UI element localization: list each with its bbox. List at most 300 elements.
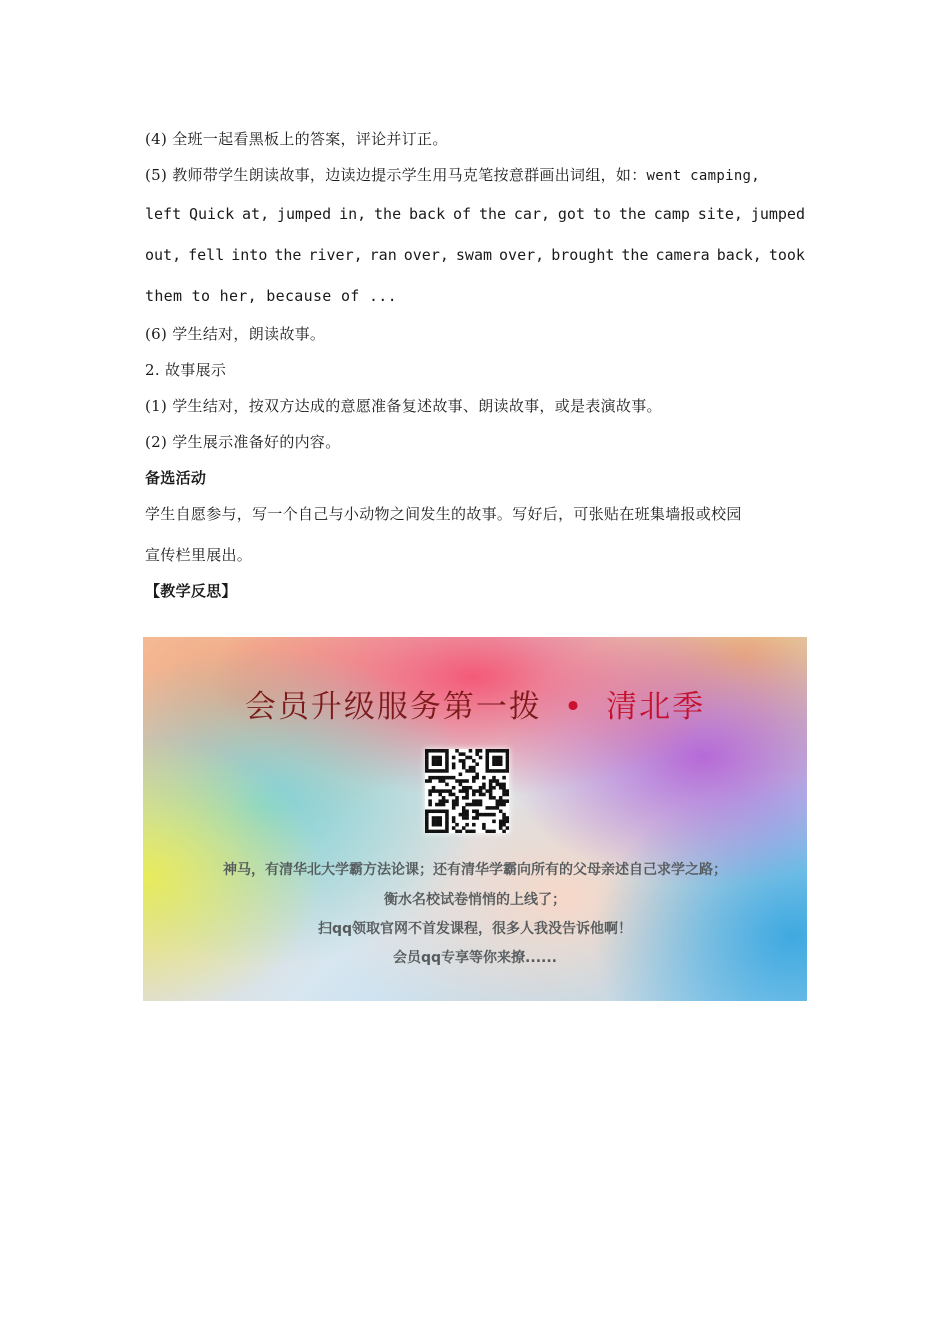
qr-module bbox=[445, 813, 449, 817]
qr-module bbox=[472, 799, 476, 803]
qr-module bbox=[475, 803, 479, 807]
qr-module bbox=[452, 799, 456, 803]
qr-module bbox=[492, 830, 496, 833]
banner-line-2: 衡水名校试卷悄悄的上线了； bbox=[384, 892, 566, 908]
qr-module bbox=[502, 820, 506, 824]
qr-module bbox=[449, 789, 453, 793]
qr-module bbox=[506, 820, 509, 824]
qr-module bbox=[472, 769, 476, 773]
qr-module bbox=[479, 799, 483, 803]
qr-module bbox=[482, 793, 486, 797]
qr-module bbox=[499, 796, 503, 800]
qr-module bbox=[475, 799, 479, 803]
qr-module bbox=[465, 786, 469, 790]
phrase-word: brought bbox=[551, 246, 615, 264]
qr-module bbox=[492, 786, 496, 790]
step-5-intro bbox=[145, 164, 760, 185]
qr-module bbox=[442, 789, 446, 793]
qr-module bbox=[492, 749, 496, 753]
optional-activity-line-2: 宣传栏里展出。 bbox=[145, 546, 253, 564]
qr-module bbox=[475, 749, 479, 753]
qr-module bbox=[492, 820, 496, 824]
qr-module bbox=[472, 789, 476, 793]
phrase-word: in, bbox=[339, 205, 367, 223]
qr-module bbox=[506, 793, 509, 797]
qr-module bbox=[459, 813, 463, 817]
qr-module bbox=[499, 783, 503, 787]
qr-module bbox=[452, 806, 456, 810]
qr-module bbox=[452, 776, 456, 780]
qr-module bbox=[506, 789, 509, 793]
qr-module bbox=[445, 769, 449, 773]
qr-module bbox=[502, 776, 506, 780]
qr-module bbox=[465, 809, 469, 813]
qr-module bbox=[465, 793, 469, 797]
qr-module bbox=[462, 752, 466, 756]
qr-module bbox=[452, 762, 456, 766]
qr-module bbox=[462, 762, 466, 766]
qr-module bbox=[455, 823, 459, 827]
teaching-reflection-heading: 【教学反思】 bbox=[145, 582, 237, 600]
banner-title-right: 清北季 bbox=[606, 689, 706, 725]
qr-module bbox=[425, 830, 429, 833]
qr-module bbox=[452, 766, 456, 770]
qr-module bbox=[432, 759, 436, 763]
qr-module bbox=[465, 789, 469, 793]
qr-module bbox=[492, 779, 496, 783]
qr-module bbox=[438, 762, 442, 766]
qr-module bbox=[442, 779, 446, 783]
section-2-heading: 2. 故事展示 bbox=[145, 361, 227, 379]
qr-module bbox=[428, 809, 432, 813]
qr-module bbox=[479, 793, 483, 797]
phrase-word: jumped bbox=[750, 205, 805, 223]
qr-module bbox=[475, 809, 479, 813]
qr-module bbox=[425, 766, 429, 770]
banner-title-dot: • bbox=[563, 689, 585, 725]
qr-module bbox=[445, 766, 449, 770]
qr-code-graphic bbox=[425, 749, 509, 833]
qr-module bbox=[435, 830, 439, 833]
qr-module bbox=[465, 756, 469, 760]
qr-module bbox=[455, 830, 459, 833]
phrase-word: swam bbox=[455, 246, 493, 264]
qr-module bbox=[432, 830, 436, 833]
qr-module bbox=[452, 756, 456, 760]
qr-module bbox=[428, 749, 432, 753]
sub-step-2-text: (2) 学生展示准备好的内容。 bbox=[145, 433, 341, 451]
qr-module bbox=[438, 749, 442, 753]
qr-module bbox=[492, 776, 496, 780]
qr-module bbox=[462, 789, 466, 793]
qr-module bbox=[462, 816, 466, 820]
qr-module bbox=[449, 793, 453, 797]
qr-module bbox=[502, 793, 506, 797]
qr-module bbox=[472, 816, 476, 820]
qr-module bbox=[432, 820, 436, 824]
qr-module bbox=[465, 796, 469, 800]
qr-module bbox=[465, 779, 469, 783]
qr-module bbox=[506, 766, 509, 770]
qr-module bbox=[506, 769, 509, 773]
qr-module bbox=[482, 776, 486, 780]
qr-module bbox=[425, 759, 429, 763]
qr-module bbox=[496, 759, 500, 763]
qr-module bbox=[459, 752, 463, 756]
qr-module bbox=[492, 756, 496, 760]
qr-module bbox=[462, 759, 466, 763]
qr-module bbox=[502, 749, 506, 753]
qr-module bbox=[462, 786, 466, 790]
phrase-word: got bbox=[557, 205, 585, 223]
qr-module bbox=[499, 826, 503, 830]
qr-module bbox=[442, 776, 446, 780]
qr-module bbox=[435, 816, 439, 820]
qr-module bbox=[432, 762, 436, 766]
qr-module bbox=[445, 826, 449, 830]
qr-module bbox=[485, 749, 489, 753]
qr-module bbox=[438, 820, 442, 824]
qr-module bbox=[455, 799, 459, 803]
phrase-word: site, bbox=[697, 205, 743, 223]
qr-module bbox=[502, 823, 506, 827]
qr-module bbox=[465, 803, 469, 807]
qr-module bbox=[438, 756, 442, 760]
qr-module bbox=[459, 783, 463, 787]
qr-module bbox=[462, 809, 466, 813]
qr-module bbox=[506, 756, 509, 760]
qr-module bbox=[459, 779, 463, 783]
qr-module bbox=[492, 762, 496, 766]
qr-module bbox=[452, 786, 456, 790]
qr-module bbox=[485, 752, 489, 756]
qr-module bbox=[432, 776, 436, 780]
qr-module bbox=[472, 830, 476, 833]
qr-module bbox=[479, 789, 483, 793]
qr-module bbox=[479, 756, 483, 760]
qr-module bbox=[489, 830, 493, 833]
phrase-word: at, bbox=[242, 205, 270, 223]
phrase-word: camp bbox=[653, 205, 690, 223]
banner-line-1: 神马，有清华北大学霸方法论课；还有清华学霸向所有的父母亲述自己求学之路； bbox=[223, 862, 727, 878]
qr-module bbox=[428, 779, 432, 783]
qr-module bbox=[502, 786, 506, 790]
qr-module bbox=[479, 786, 483, 790]
qr-module bbox=[445, 830, 449, 833]
phrase-word: to bbox=[592, 205, 611, 223]
phrase-word: the bbox=[618, 205, 646, 223]
qr-module bbox=[475, 762, 479, 766]
qr-module bbox=[489, 793, 493, 797]
qr-module bbox=[506, 759, 509, 763]
qr-module bbox=[455, 749, 459, 753]
qr-module bbox=[482, 783, 486, 787]
phrase-word: into bbox=[231, 246, 268, 264]
step-5-first-phrase: went camping, bbox=[646, 168, 761, 184]
qr-module bbox=[502, 799, 506, 803]
qr-module bbox=[499, 809, 503, 813]
qr-module bbox=[489, 783, 493, 787]
qr-module bbox=[485, 759, 489, 763]
qr-module bbox=[459, 789, 463, 793]
qr-module bbox=[502, 816, 506, 820]
phrase-word: jumped bbox=[277, 205, 332, 223]
qr-module bbox=[506, 752, 509, 756]
qr-module bbox=[435, 823, 439, 827]
phrase-word: fell bbox=[188, 246, 225, 264]
qr-module bbox=[485, 789, 489, 793]
qr-module bbox=[489, 749, 493, 753]
qr-module bbox=[435, 809, 439, 813]
qr-module bbox=[438, 789, 442, 793]
qr-module bbox=[425, 826, 429, 830]
qr-module bbox=[492, 796, 496, 800]
banner-line-4: 会员qq专享等你来撩...... bbox=[393, 950, 557, 966]
step-5-intro-text: (5) 教师带学生朗读故事，边读边提示学生用马克笔按意群画出词组，如： bbox=[145, 166, 647, 184]
qr-module bbox=[438, 799, 442, 803]
qr-module bbox=[496, 769, 500, 773]
qr-module bbox=[489, 806, 493, 810]
qr-module bbox=[455, 796, 459, 800]
qr-module bbox=[472, 779, 476, 783]
qr-module bbox=[489, 786, 493, 790]
phrase-word: Quick bbox=[189, 205, 235, 223]
qr-module bbox=[452, 803, 456, 807]
qr-module bbox=[492, 759, 496, 763]
qr-module bbox=[496, 783, 500, 787]
phrase-word: over, bbox=[499, 246, 545, 264]
phrase-word: took bbox=[768, 246, 805, 264]
qr-module bbox=[475, 789, 479, 793]
qr-module bbox=[506, 762, 509, 766]
qr-module bbox=[502, 803, 506, 807]
qr-module bbox=[489, 769, 493, 773]
step-4-text: (4) 全班一起看黑板上的答案，评论并订正。 bbox=[145, 130, 448, 148]
qr-module bbox=[469, 756, 473, 760]
phrase-word: back, bbox=[716, 246, 762, 264]
qr-module bbox=[442, 799, 446, 803]
qr-module bbox=[469, 766, 473, 770]
qr-module bbox=[435, 762, 439, 766]
qr-module bbox=[445, 756, 449, 760]
qr-module bbox=[479, 813, 483, 817]
qr-module bbox=[435, 759, 439, 763]
membership-promo-banner[interactable] bbox=[143, 637, 807, 1001]
qr-module bbox=[496, 799, 500, 803]
qr-module bbox=[445, 759, 449, 763]
qr-module bbox=[479, 749, 483, 753]
qr-module bbox=[506, 826, 509, 830]
qr-module bbox=[462, 766, 466, 770]
qr-module bbox=[438, 769, 442, 773]
qr-module bbox=[425, 756, 429, 760]
qr-module bbox=[442, 809, 446, 813]
qr-module bbox=[465, 823, 469, 827]
qr-module bbox=[445, 783, 449, 787]
qr-module bbox=[462, 813, 466, 817]
qr-module bbox=[485, 769, 489, 773]
qr-module bbox=[469, 830, 473, 833]
qr-module bbox=[459, 830, 463, 833]
qr-module bbox=[425, 749, 429, 753]
qr-module bbox=[432, 823, 436, 827]
qr-module bbox=[445, 752, 449, 756]
qr-module bbox=[428, 789, 432, 793]
qr-module bbox=[428, 793, 432, 797]
qr-module bbox=[455, 779, 459, 783]
qr-module bbox=[432, 756, 436, 760]
phrase-word: back bbox=[409, 205, 446, 223]
qr-module bbox=[432, 749, 436, 753]
qr-module bbox=[452, 793, 456, 797]
phrase-word: the bbox=[274, 246, 302, 264]
phrase-word: the bbox=[478, 205, 507, 223]
qr-module bbox=[472, 803, 476, 807]
qr-module bbox=[445, 816, 449, 820]
qr-module bbox=[445, 789, 449, 793]
qr-module bbox=[455, 803, 459, 807]
qr-module bbox=[445, 820, 449, 824]
qr-module bbox=[506, 816, 509, 820]
qr-module bbox=[428, 803, 432, 807]
qr-module bbox=[438, 779, 442, 783]
qr-module bbox=[469, 749, 473, 753]
phrase-word: of bbox=[453, 205, 472, 223]
qr-module bbox=[485, 813, 489, 817]
qr-module bbox=[428, 776, 432, 780]
banner-line-3: 扫qq领取官网不首发课程，很多人我没告诉他啊！ bbox=[317, 921, 633, 937]
phrase-word: river, bbox=[308, 246, 363, 264]
qr-module bbox=[425, 813, 429, 817]
qr-module bbox=[496, 803, 500, 807]
qr-module bbox=[499, 786, 503, 790]
qr-module bbox=[432, 789, 436, 793]
qr-module bbox=[435, 803, 439, 807]
banner-title-left: 会员升级服务第一拨 bbox=[244, 689, 542, 725]
qr-module bbox=[438, 830, 442, 833]
qr-module bbox=[428, 769, 432, 773]
qr-module bbox=[438, 816, 442, 820]
qr-module bbox=[492, 806, 496, 810]
qr-module bbox=[445, 762, 449, 766]
qr-module bbox=[482, 823, 486, 827]
qr-module bbox=[496, 749, 500, 753]
qr-module bbox=[482, 786, 486, 790]
qr-module bbox=[438, 793, 442, 797]
qr-module bbox=[496, 762, 500, 766]
qr-module bbox=[438, 759, 442, 763]
qr-module bbox=[435, 776, 439, 780]
qr-module bbox=[479, 803, 483, 807]
qr-module bbox=[499, 759, 503, 763]
qr-module bbox=[462, 806, 466, 810]
qr-module bbox=[489, 789, 493, 793]
qr-module bbox=[469, 803, 473, 807]
qr-module bbox=[502, 813, 506, 817]
qr-module bbox=[472, 759, 476, 763]
qr-module bbox=[452, 826, 456, 830]
qr-module bbox=[462, 826, 466, 830]
qr-module bbox=[506, 749, 509, 753]
phrase-word: over, bbox=[403, 246, 449, 264]
qr-module bbox=[465, 816, 469, 820]
qr-module bbox=[485, 830, 489, 833]
qr-module bbox=[462, 779, 466, 783]
qr-module bbox=[445, 809, 449, 813]
qr-module bbox=[425, 752, 429, 756]
qr-module bbox=[435, 756, 439, 760]
qr-module bbox=[492, 769, 496, 773]
qr-module bbox=[472, 823, 476, 827]
qr-module bbox=[425, 816, 429, 820]
qr-module bbox=[442, 769, 446, 773]
qr-module bbox=[472, 793, 476, 797]
qr-module bbox=[475, 813, 479, 817]
qr-module bbox=[432, 769, 436, 773]
qr-module bbox=[499, 749, 503, 753]
qr-module bbox=[502, 783, 506, 787]
qr-module bbox=[442, 803, 446, 807]
step-5-phrase-line-3 bbox=[145, 246, 805, 264]
qr-module bbox=[489, 779, 493, 783]
step-5-phrase-line-2 bbox=[145, 205, 805, 223]
qr-module bbox=[485, 806, 489, 810]
qr-module bbox=[438, 809, 442, 813]
qr-module bbox=[425, 769, 429, 773]
step-5-phrase-line-4: them to her, because of ... bbox=[145, 287, 397, 305]
qr-module bbox=[502, 830, 506, 833]
qr-module bbox=[442, 796, 446, 800]
qr-module bbox=[438, 823, 442, 827]
qr-module bbox=[469, 786, 473, 790]
qr-module bbox=[442, 830, 446, 833]
qr-code-icon[interactable] bbox=[425, 749, 509, 833]
qr-module bbox=[475, 816, 479, 820]
qr-module bbox=[482, 813, 486, 817]
qr-module bbox=[499, 756, 503, 760]
qr-module bbox=[499, 762, 503, 766]
qr-module bbox=[435, 789, 439, 793]
qr-module bbox=[425, 809, 429, 813]
qr-module bbox=[425, 820, 429, 824]
qr-module bbox=[469, 769, 473, 773]
qr-module bbox=[425, 779, 429, 783]
qr-module bbox=[452, 816, 456, 820]
qr-module bbox=[506, 799, 509, 803]
qr-module bbox=[502, 769, 506, 773]
banner-title bbox=[143, 681, 807, 726]
qr-module bbox=[499, 769, 503, 773]
qr-module bbox=[489, 813, 493, 817]
qr-module bbox=[432, 816, 436, 820]
qr-module bbox=[432, 786, 436, 790]
qr-module bbox=[489, 796, 493, 800]
qr-module bbox=[485, 766, 489, 770]
qr-module bbox=[499, 820, 503, 824]
qr-module bbox=[435, 749, 439, 753]
phrase-word: ran bbox=[369, 246, 397, 264]
qr-module bbox=[496, 806, 500, 810]
qr-module bbox=[499, 823, 503, 827]
qr-module bbox=[445, 749, 449, 753]
qr-module bbox=[435, 769, 439, 773]
qr-module bbox=[438, 776, 442, 780]
qr-module bbox=[492, 813, 496, 817]
optional-activity-heading: 备选活动 bbox=[145, 469, 207, 487]
qr-module bbox=[475, 776, 479, 780]
qr-module bbox=[442, 749, 446, 753]
qr-module bbox=[428, 830, 432, 833]
